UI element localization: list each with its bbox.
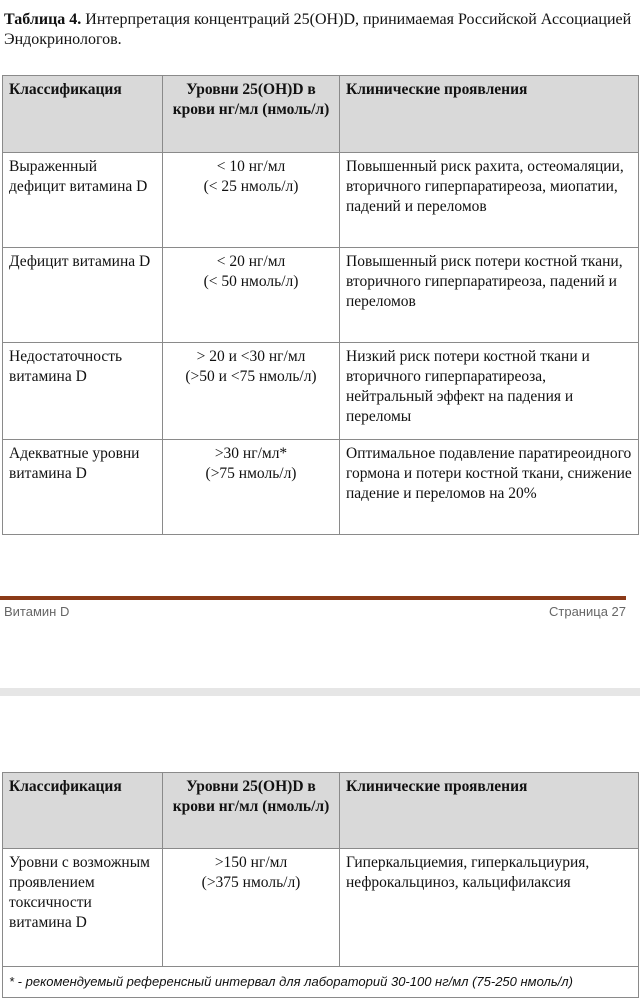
cell-levels: < 20 нг/мл (< 50 нмоль/л): [163, 248, 340, 343]
caption-text: Интерпретация концентраций 25(OH)D, принимаемая Российской Ассоциацией Эндокринологов.: [4, 11, 632, 48]
cell-levels: > 20 и <30 нг/мл (>50 и <75 нмоль/л): [163, 343, 340, 440]
cell-levels: >30 нг/мл* (>75 нмоль/л): [163, 440, 340, 535]
table-row: [3, 440, 639, 535]
header-levels: Уровни 25(OH)D в крови нг/мл (нмоль/л): [163, 773, 340, 849]
table-footnote-row: [3, 967, 639, 998]
header-levels: Уровни 25(OH)D в крови нг/мл (нмоль/л): [163, 76, 340, 153]
cell-classification: Дефицит витамина D: [3, 248, 163, 343]
vitamin-d-table: [2, 75, 639, 535]
cell-clinical: Повышенный риск рахита, остеомаляции, вторичного гиперпаратиреоза, миопатии, падений и переломов: [340, 153, 639, 248]
header-classification: Классификация: [3, 773, 163, 849]
cell-clinical: Повышенный риск потери костной ткани, вторичного гиперпаратиреоза, падений и переломов: [340, 248, 639, 343]
header-clinical: Клинические проявления: [340, 773, 639, 849]
table-caption: [4, 10, 634, 50]
table-row: [3, 248, 639, 343]
table-row: [3, 343, 639, 440]
cell-clinical: Низкий риск потери костной ткани и вторичного гиперпаратиреоза, нейтральный эффект на падения и переломы: [340, 343, 639, 440]
table-row: [3, 849, 639, 967]
vitamin-d-toxicity-table: [2, 772, 639, 998]
caption-label: Таблица 4.: [4, 11, 82, 28]
cell-clinical: Оптимальное подавление паратиреоидного гормона и потери костной ткани, снижение падение и переломов на 20%: [340, 440, 639, 535]
cell-classification: Адекватные уровни витамина D: [3, 440, 163, 535]
header-classification: Классификация: [3, 76, 163, 153]
table-header-row: [3, 773, 639, 849]
table-footnote: * - рекомендуемый референсный интервал для лабораторий 30-100 нг/мл (75-250 нмоль/л): [3, 967, 639, 998]
cell-classification: Недостаточность витамина D: [3, 343, 163, 440]
header-clinical: Клинические проявления: [340, 76, 639, 153]
footer-rule: [0, 596, 626, 600]
cell-classification: Выраженный дефицит витамина D: [3, 153, 163, 248]
cell-levels: < 10 нг/мл (< 25 нмоль/л): [163, 153, 340, 248]
footer-page-number: Страница 27: [549, 604, 626, 619]
cell-clinical: Гиперкальциемия, гиперкальциурия, нефрокальциноз, кальцифилаксия: [340, 849, 639, 967]
footer-document-title: Витамин D: [4, 604, 70, 619]
table-header-row: [3, 76, 639, 153]
table-row: [3, 153, 639, 248]
cell-classification: Уровни с возможным проявлением токсичности витамина D: [3, 849, 163, 967]
page-break: [0, 688, 640, 696]
cell-levels: >150 нг/мл (>375 нмоль/л): [163, 849, 340, 967]
